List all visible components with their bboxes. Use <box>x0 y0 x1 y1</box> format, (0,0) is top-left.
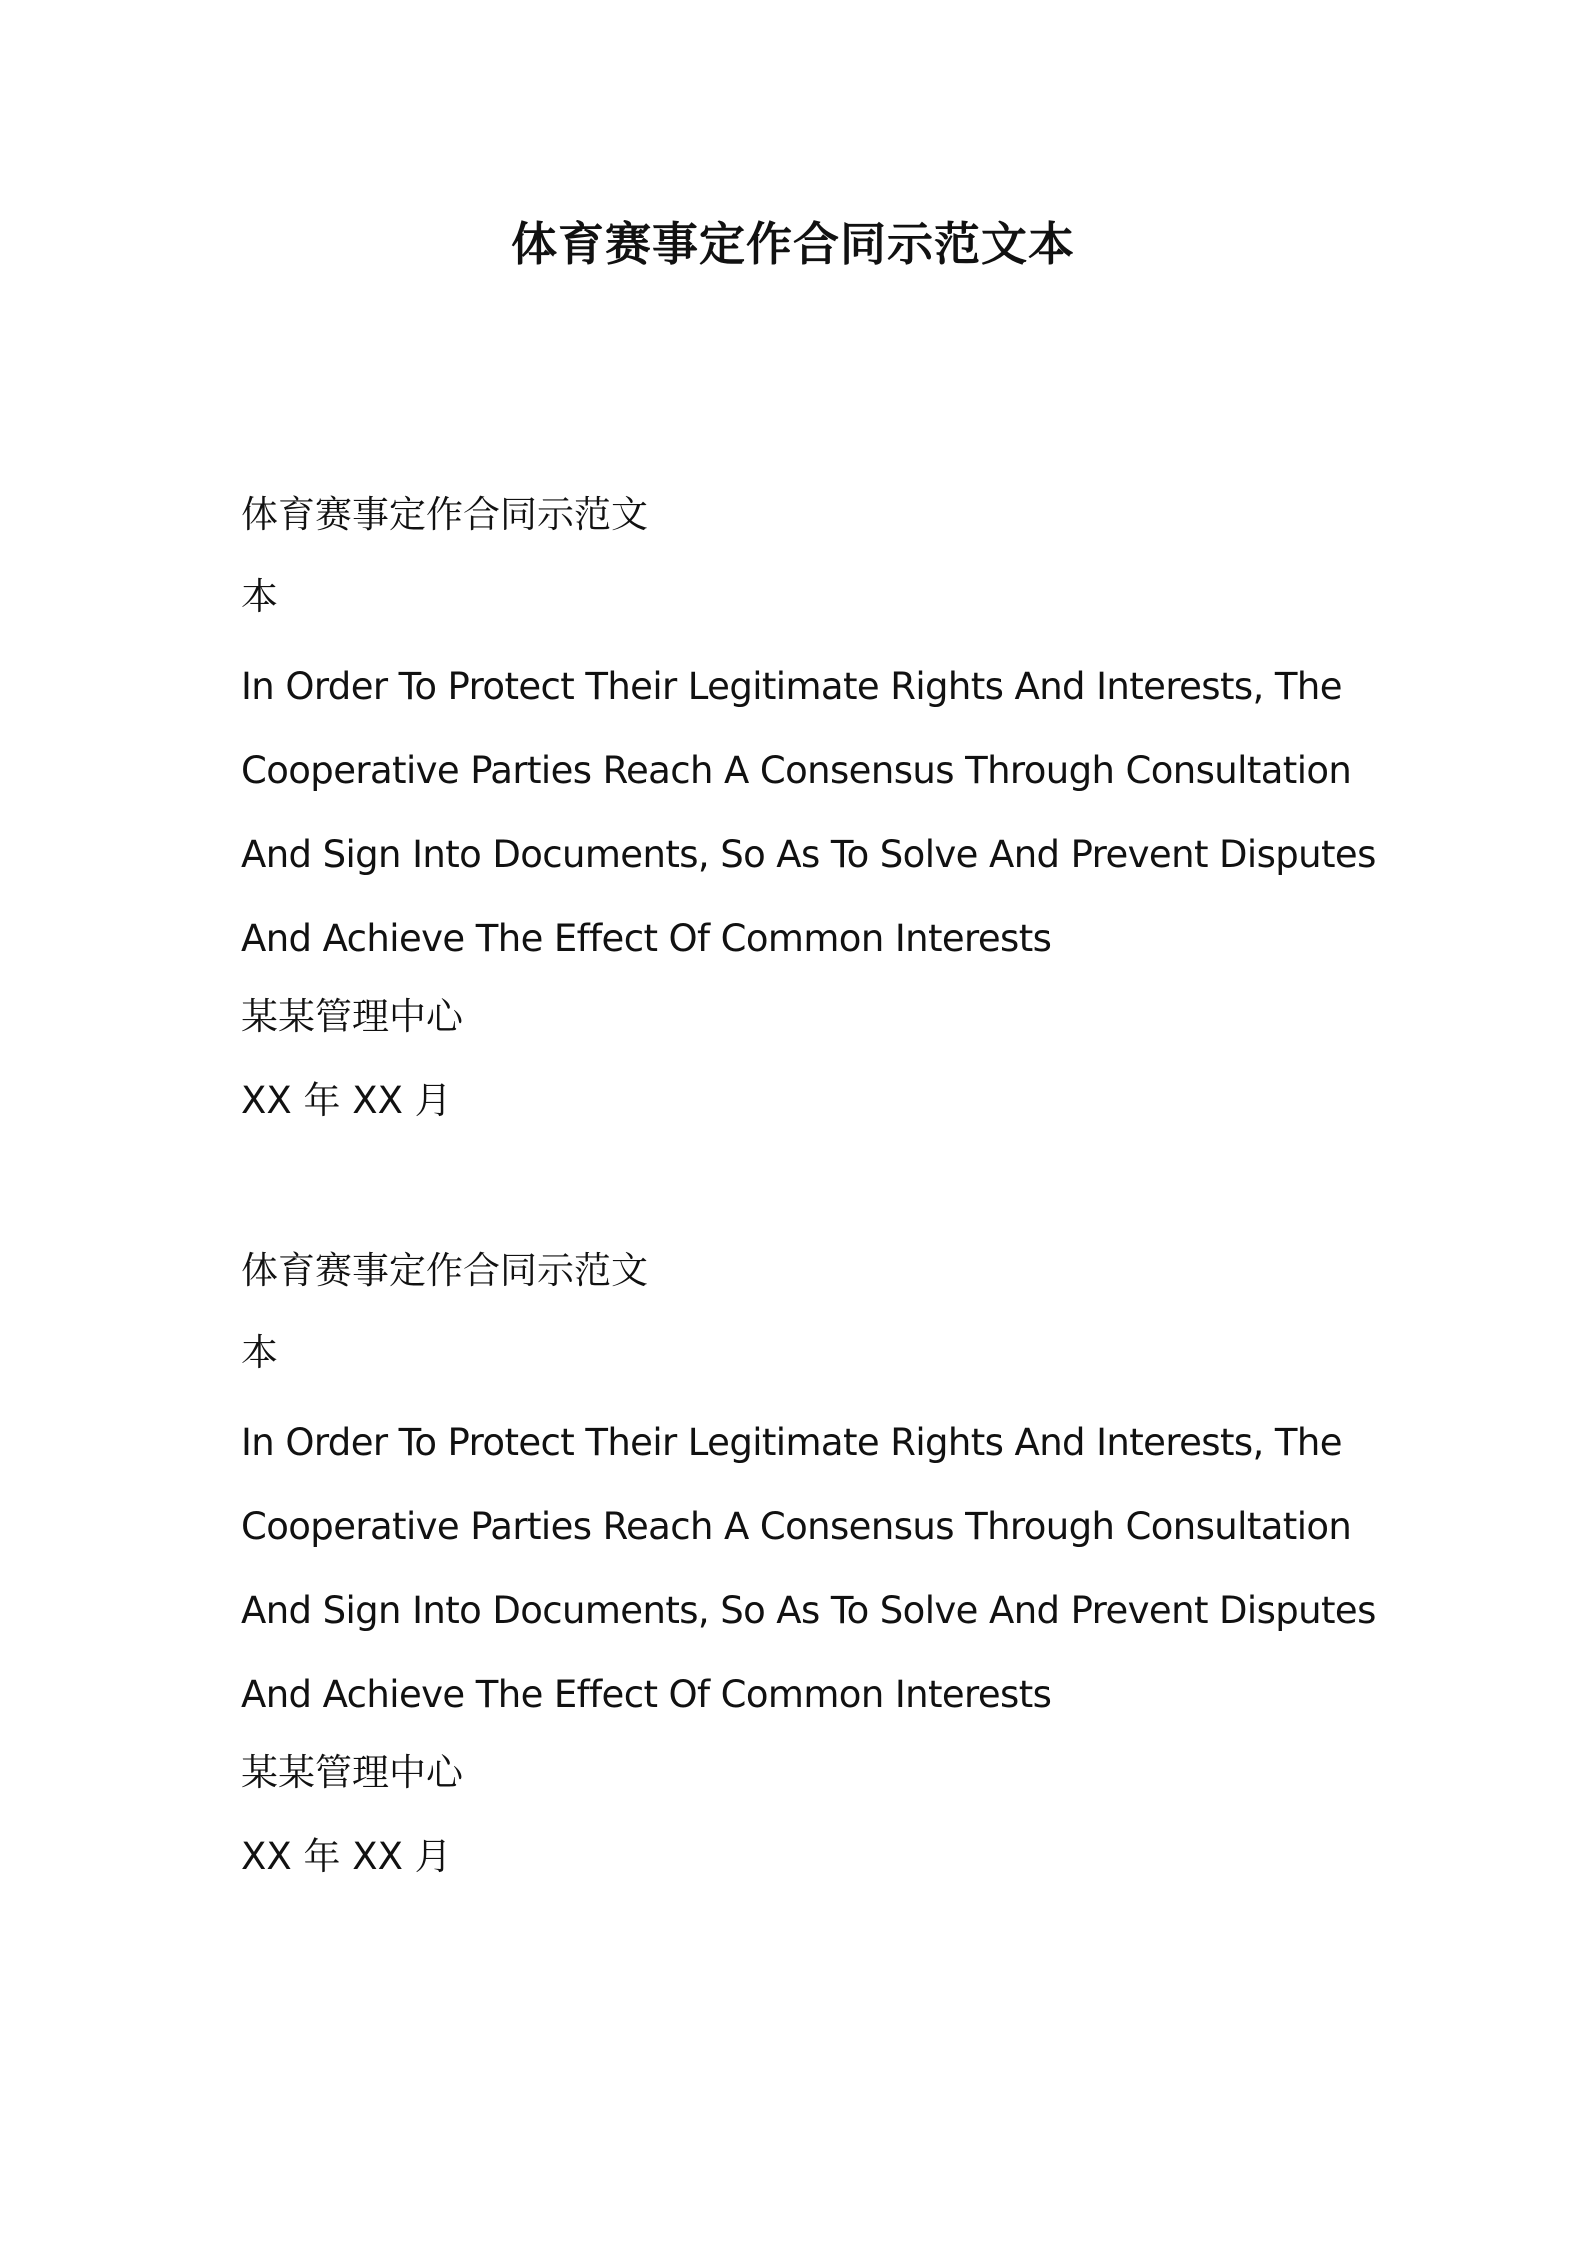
document-title: 体育赛事定作合同示范文本 <box>511 217 1075 271</box>
body-line: And Achieve The Effect Of Common Interests <box>241 1673 1052 1716</box>
organization-name: 某某管理中心 <box>241 1751 463 1794</box>
body-line: Cooperative Parties Reach A Consensus Through Consultation <box>241 749 1352 792</box>
body-line: Cooperative Parties Reach A Consensus Through Consultation <box>241 1505 1352 1548</box>
section-heading-line-2: 本 <box>241 575 278 618</box>
document-date: XX 年 XX 月 <box>241 1835 452 1878</box>
body-line: In Order To Protect Their Legitimate Rights And Interests, The <box>241 1421 1342 1464</box>
section-heading-line-1: 体育赛事定作合同示范文 <box>241 1249 648 1292</box>
organization-name: 某某管理中心 <box>241 995 463 1038</box>
section-heading-line-2: 本 <box>241 1331 278 1374</box>
document-date: XX 年 XX 月 <box>241 1079 452 1122</box>
body-line: In Order To Protect Their Legitimate Rights And Interests, The <box>241 665 1342 708</box>
body-line: And Achieve The Effect Of Common Interests <box>241 917 1052 960</box>
body-line: And Sign Into Documents, So As To Solve And Prevent Disputes <box>241 833 1376 876</box>
section-heading-line-1: 体育赛事定作合同示范文 <box>241 493 648 536</box>
body-line: And Sign Into Documents, So As To Solve And Prevent Disputes <box>241 1589 1376 1632</box>
